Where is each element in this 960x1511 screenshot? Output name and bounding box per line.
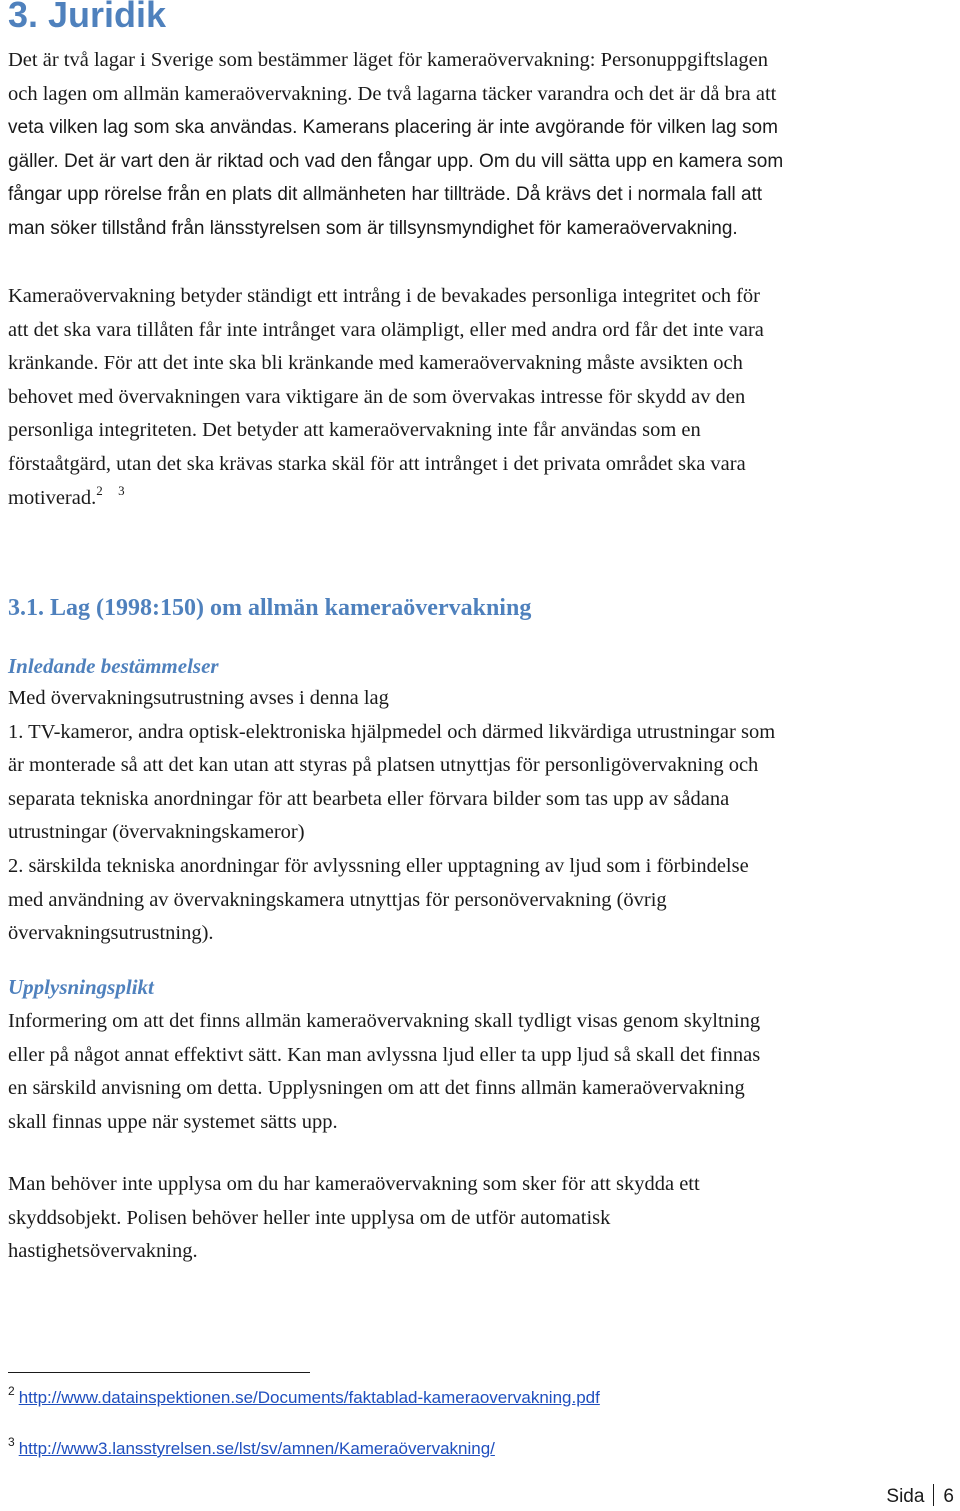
disclosure-paragraph — [8, 1005, 958, 1139]
definitions-line: 1. TV-kameror, andra optisk-elektroniska hjälpmedel och därmed likvärdiga utrustningar som — [8, 720, 776, 743]
definitions-line: övervakningsutrustning). — [8, 922, 214, 945]
integrity-line: förstaåtgärd, utan det ska krävas starka skäl för att intrånget i det privata området ska vara — [8, 452, 746, 475]
footnote-number: 2 — [8, 1384, 15, 1398]
footnote-divider — [8, 1372, 310, 1373]
intro-paragraph — [8, 44, 958, 246]
disclosure-line: skall finnas uppe när systemet sätts upp. — [8, 1110, 338, 1133]
footnote-link[interactable]: http://www.datainspektionen.se/Documents/faktablad-kameraovervakning.pdf — [18, 1388, 600, 1407]
intro-line: veta vilken lag som ska användas. Kamerans placering är inte avgörande för vilken lag som — [8, 117, 778, 139]
footnote-number: 3 — [8, 1435, 15, 1449]
definitions-line: Med övervakningsutrustning avses i denna lag — [8, 687, 389, 709]
disclosure-line: eller på något annat effektivt sätt. Kan man avlyssna ljud eller ta upp ljud så skall det finnas — [8, 1043, 761, 1066]
integrity-paragraph — [8, 280, 958, 515]
integrity-line-text: motiverad. — [8, 486, 97, 509]
intro-line: gäller. Det är vart den är riktad och vad den fångar upp. Om du vill sätta upp en kamera som — [8, 150, 784, 172]
integrity-line: kränkande. För att det inte ska bli kränkande med kameraövervakning måste avsikten och — [8, 352, 743, 375]
section-heading: 3.1. Lag (1998:150) om allmän kameraövervakning — [8, 595, 532, 621]
intro-line: man söker tillstånd från länsstyrelsen som är tillsynsmyndighet för kameraövervakning. — [8, 217, 738, 239]
intro-line: fångar upp rörelse från en plats dit allmänheten har tillträde. Då krävs det i normala fall att — [8, 184, 763, 206]
footnote-ref[interactable]: 3 — [118, 482, 125, 498]
intro-line: Det är två lagar i Sverige som bestämmer läget för kameraövervakning: Personuppgiftslagen — [8, 49, 768, 71]
integrity-line: att det ska vara tillåten får inte intrånget vara olämpligt, eller med andra ord får det inte vara — [8, 318, 764, 341]
integrity-line: personliga integriteten. Det betyder att kameraövervakning inte får användas som en — [8, 419, 701, 442]
exemption-line: skyddsobjekt. Polisen behöver heller inte upplysa om de utför automatisk — [8, 1206, 611, 1229]
footnote-2 — [8, 1386, 600, 1410]
footnote-link[interactable]: http://www3.lansstyrelsen.se/lst/sv/amnen/Kameraövervakning/ — [18, 1439, 495, 1458]
page-label: Sida — [886, 1486, 925, 1507]
integrity-line: behovet med övervakningen vara viktigare än de som övervakas intresse för skydd av den — [8, 385, 746, 408]
footnote-3 — [8, 1437, 495, 1461]
definitions-line: separata tekniska anordningar för att bearbeta eller förvara bilder som tas upp av sådana — [8, 787, 730, 810]
integrity-line: Kameraövervakning betyder ständigt ett intrång i de bevakades personliga integritet och för — [8, 285, 760, 307]
chapter-heading: 3. Juridik — [8, 0, 167, 35]
definitions-line: är monterade så att det kan utan att styras på platsen utnyttjas för personligövervakning och — [8, 754, 759, 777]
footnote-ref[interactable]: 2 — [96, 482, 103, 498]
subsection-heading: Inledande bestämmelser — [8, 654, 219, 678]
integrity-last-line — [8, 482, 958, 516]
exemption-line: Man behöver inte upplysa om du har kameraövervakning som sker för att skydda ett — [8, 1173, 700, 1195]
disclosure-line: en särskild anvisning om detta. Upplysningen om att det finns allmän kameraövervakning — [8, 1077, 745, 1100]
exemption-paragraph — [8, 1168, 958, 1269]
definitions-line: 2. särskilda tekniska anordningar för avlyssning eller upptagning av ljud som i förbindelse — [8, 854, 749, 877]
intro-line: och lagen om allmän kameraövervakning. De två lagarna täcker varandra och det är då bra att — [8, 82, 777, 105]
definitions-line: med användning av övervakningskamera utnyttjas för personövervakning (övrig — [8, 888, 667, 911]
page-number-value: 6 — [943, 1486, 954, 1507]
subsection-heading: Upplysningsplikt — [8, 975, 154, 999]
definitions-line: utrustningar (övervakningskameror) — [8, 821, 305, 844]
exemption-line: hastighetsövervakning. — [8, 1240, 198, 1263]
page-number — [886, 1484, 954, 1510]
disclosure-line: Informering om att det finns allmän kameraövervakning skall tydligt visas genom skyltning — [8, 1010, 761, 1032]
page-number-divider — [933, 1484, 934, 1506]
definitions-paragraph — [8, 682, 958, 951]
